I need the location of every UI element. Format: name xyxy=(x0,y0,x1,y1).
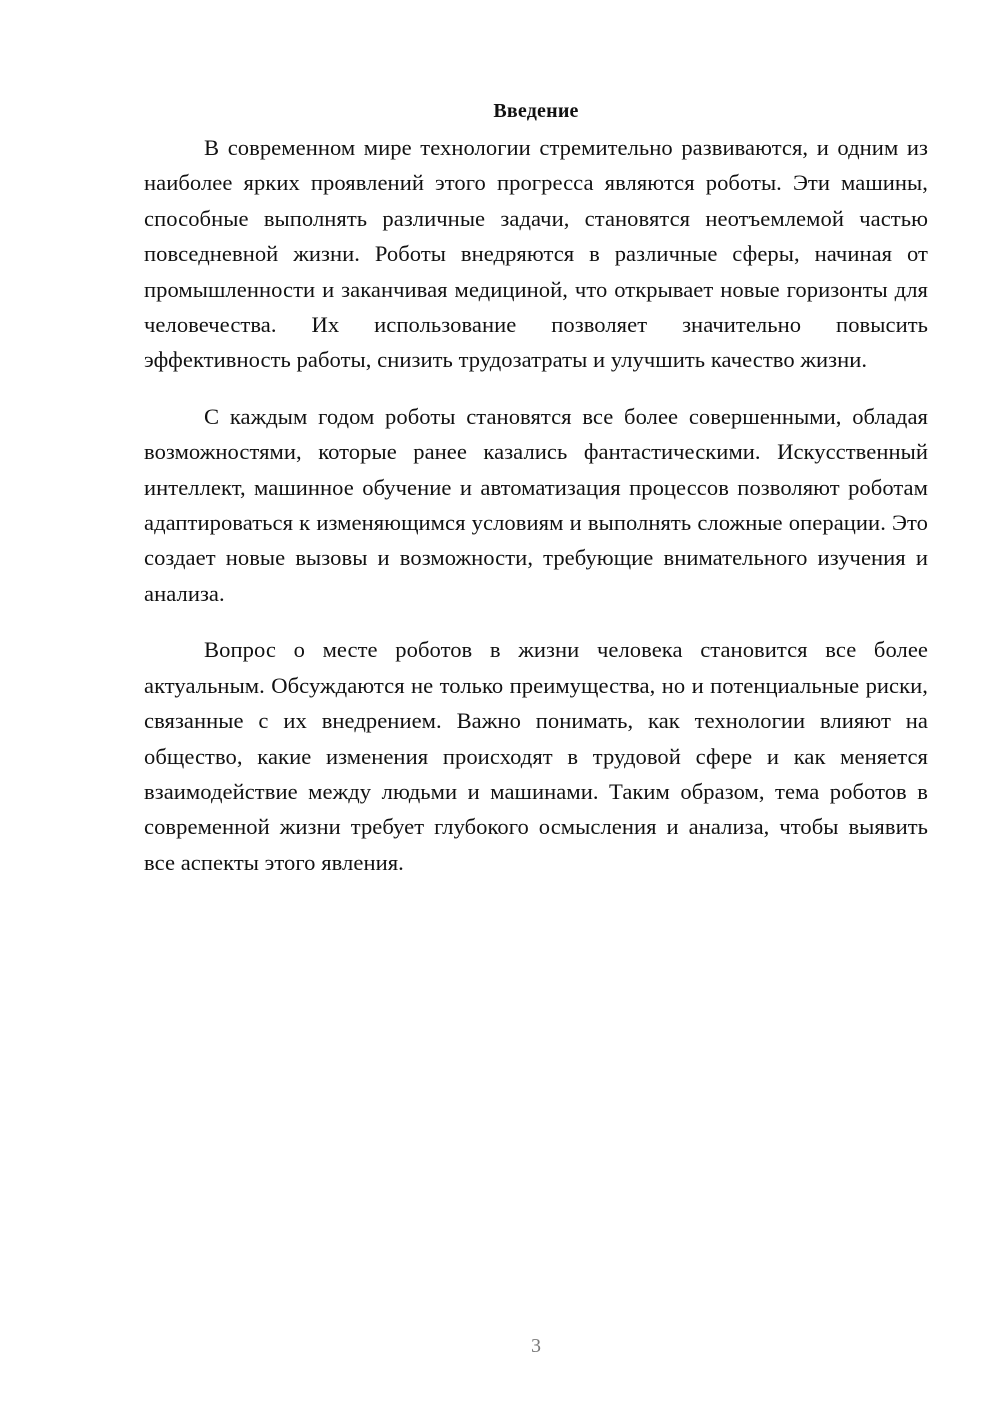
paragraph-2: С каждым годом роботы становятся все более совершенными, обладая возможностями, которые ранее казались фантастическими. Искусственный интеллект, машинное обучение и автоматизация процессов позволяют роботам адаптироваться к изменяющимся условиям и выполнять сложные операции. Это создает новые вызовы и возможности, требующие внимательного изучения и анализа. xyxy=(144,403,928,606)
paragraph-3: Вопрос о месте роботов в жизни человека становится все более актуальным. Обсуждаются не только преимущества, но и потенциальные риски, связанные с их внедрением. Важно понимать, как технологии влияют на общество, какие изменения происходят в трудовой сфере и как меняется взаимодействие между людьми и машинами. Таким образом, тема роботов в современной жизни требует глубокого осмысления и анализа, чтобы выявить все аспекты этого явления. xyxy=(144,637,928,875)
paragraph-1: В современном мире технологии стремительно развиваются, и одним из наиболее ярких проявлений этого прогресса являются роботы. Эти машины, способные выполнять различные задачи, становятся неотъемлемой частью повседневной жизни. Роботы внедряются в различные сферы, начиная от промышленности и заканчивая медициной, что открывает новые горизонты для человечества. Их использование позволяет значительно повысить эффективность работы, снизить трудозатраты и улучшить качество жизни. xyxy=(144,135,928,373)
page-number: 3 xyxy=(531,1335,541,1357)
section-heading: Введение xyxy=(493,100,579,122)
page-content xyxy=(144,96,928,901)
